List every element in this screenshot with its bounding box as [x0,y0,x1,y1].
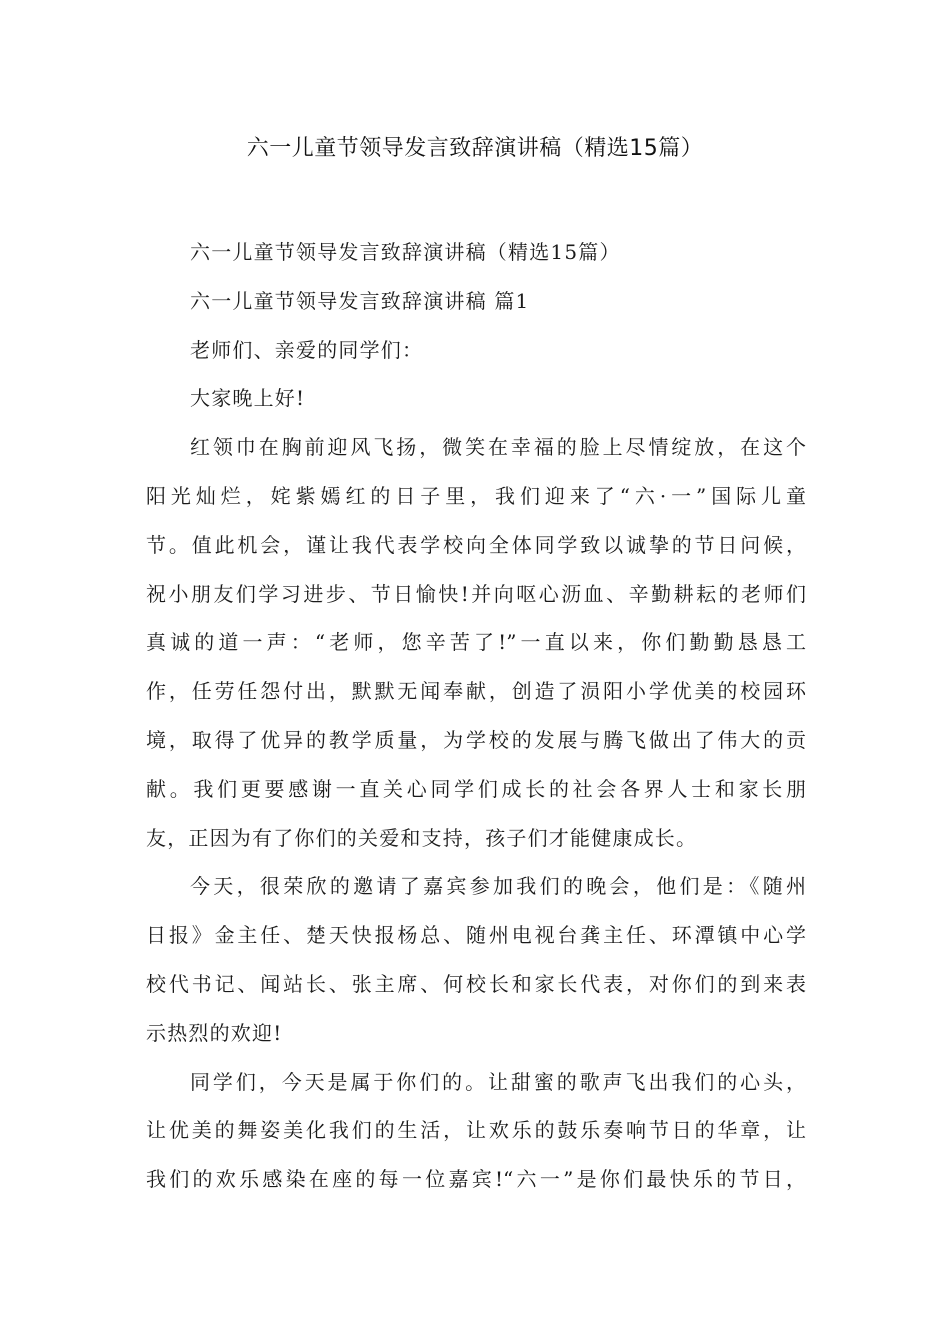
paragraph-line: 境，取得了优异的教学质量，为学校的发展与腾飞做出了伟大的贡 [146,727,806,752]
paragraph-line: 真诚的道一声：“老师，您辛苦了!”一直以来，你们勤勤恳恳工 [146,630,806,655]
salutation-line: 老师们、亲爱的同学们： [190,337,424,362]
paragraph-2 [146,862,806,1057]
subtitle-line: 六一儿童节领导发言致辞演讲稿（精选15篇） [190,240,621,264]
paragraph-line: 友，正因为有了你们的关爱和支持，孩子们才能健康成长。 [146,825,698,850]
section-heading: 六一儿童节领导发言致辞演讲稿 篇1 [190,288,530,313]
paragraph-line: 校代书记、闻站长、张主席、何校长和家长代表，对你们的到来表 [146,971,806,996]
paragraph-line: 示热烈的欢迎! [146,1020,283,1045]
paragraph-line: 同学们，今天是属于你们的。让甜蜜的歌声飞出我们的心头， [190,1069,806,1094]
paragraph-1 [146,423,806,862]
paragraph-line: 节。值此机会，谨让我代表学校向全体同学致以诚挚的节日问候， [146,532,806,557]
paragraph-line: 让优美的舞姿美化我们的生活，让欢乐的鼓乐奏响节日的华章，让 [146,1118,806,1143]
paragraph-line: 日报》金主任、楚天快报杨总、随州电视台龚主任、环潭镇中心学 [146,923,806,948]
document-body [146,228,806,1204]
document-title: 六一儿童节领导发言致辞演讲稿（精选15篇） [246,136,704,161]
paragraph-line: 今天，很荣欣的邀请了嘉宾参加我们的晚会，他们是：《随州 [190,874,806,899]
greeting-line: 大家晚上好! [190,386,306,411]
paragraph-line: 祝小朋友们学习进步、节日愉快!并向呕心沥血、辛勤耕耘的老师们 [146,581,806,606]
paragraph-line: 红领巾在胸前迎风飞扬，微笑在幸福的脸上尽情绽放，在这个 [190,435,806,460]
paragraph-line: 献。我们更要感谢一直关心同学们成长的社会各界人士和家长朋 [146,776,806,801]
paragraph-3 [146,1058,806,1204]
paragraph-line: 我们的欢乐感染在座的每一位嘉宾!“六一”是你们最快乐的节日， [146,1167,806,1192]
paragraph-line: 作，任劳任怨付出，默默无闻奉献，创造了涢阳小学优美的校园环 [146,679,806,704]
paragraph-line: 阳光灿烂，姹紫嫣红的日子里，我们迎来了“六·一”国际儿童 [146,483,806,508]
